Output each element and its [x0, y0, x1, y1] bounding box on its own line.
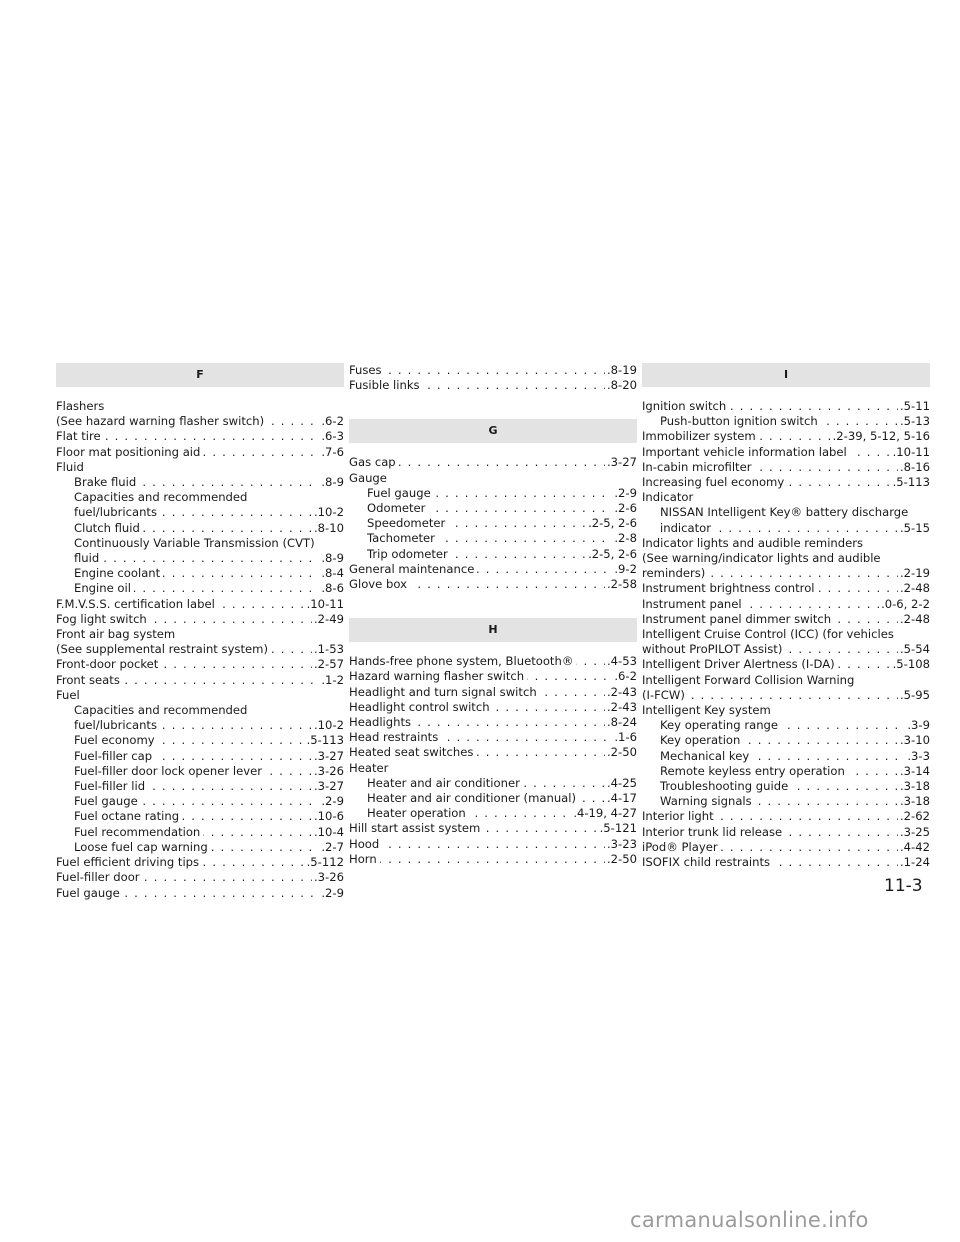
entry-page-ref: .4-25 — [607, 775, 637, 790]
entry-page-ref: .8-10 — [314, 520, 344, 535]
entry-page-ref: .3-27 — [607, 455, 637, 470]
index-entry — [56, 445, 344, 460]
index-entry — [56, 825, 344, 840]
entry-term: Tachometer — [367, 531, 438, 545]
index-entry — [642, 536, 930, 551]
entry-term: Fog light switch — [56, 612, 150, 626]
index-entry — [642, 566, 930, 581]
index-entry — [56, 642, 344, 657]
entry-page-ref: .8-16 — [900, 459, 930, 474]
section-header: H — [349, 618, 637, 642]
entry-term: Engine coolant — [74, 566, 163, 580]
entry-page-ref: .2-62 — [900, 809, 930, 824]
index-entry — [642, 460, 930, 475]
entry-page-ref: .5-54 — [900, 642, 930, 657]
entry-term: Heater and air conditioner (manual) — [367, 791, 579, 805]
index-entry — [349, 577, 637, 592]
entry-term: Trip odometer — [367, 547, 451, 561]
entry-term: Fuel gauge — [367, 486, 434, 500]
entry-term: reminders) — [642, 566, 708, 580]
entry-term: Fuel-filler door — [56, 870, 143, 884]
entry-term: Intelligent Forward Collision Warning — [642, 673, 857, 687]
entry-term: Key operation — [660, 733, 743, 747]
entry-term: Glove box — [349, 577, 410, 591]
entry-term: Instrument panel dimmer switch — [642, 612, 834, 626]
entry-term: Interior trunk lid release — [642, 825, 785, 839]
entry-page-ref: .2-8 — [614, 531, 637, 546]
entry-term: Important vehicle information label — [642, 445, 850, 459]
entry-page-ref: .6-2 — [614, 669, 637, 684]
index-entry — [349, 837, 637, 852]
entry-page-ref: .3-23 — [607, 836, 637, 851]
index-entry — [56, 809, 344, 824]
index-entry — [56, 733, 344, 748]
index-entry — [56, 855, 344, 870]
entry-term: (See supplemental restraint system) — [56, 642, 271, 656]
index-entry — [349, 455, 637, 470]
entry-page-ref: .3-10 — [900, 733, 930, 748]
entry-page-ref: .8-24 — [607, 715, 637, 730]
entry-term: Fuel octane rating — [74, 809, 182, 823]
index-entry — [56, 597, 344, 612]
entry-page-ref: .4-53 — [607, 654, 637, 669]
index-entry — [56, 475, 344, 490]
entry-page-ref: .8-4 — [321, 566, 344, 581]
entry-term: Fuel-filler lid — [74, 779, 148, 793]
entry-page-ref: .2-48 — [900, 581, 930, 596]
entry-term: Intelligent Cruise Control (ICC) (for vehicles — [642, 627, 897, 641]
section-header: G — [349, 419, 637, 443]
index-entry — [642, 612, 930, 627]
section-header: I — [642, 363, 930, 387]
index-entry — [642, 825, 930, 840]
index-entry — [56, 673, 344, 688]
entry-term: Fusible links — [349, 378, 423, 392]
entry-page-ref: .5-113 — [306, 733, 344, 748]
entry-page-ref: .4-42 — [900, 839, 930, 854]
index-entry — [642, 490, 930, 505]
index-entry — [56, 657, 344, 672]
entry-term: Fluid — [56, 460, 87, 474]
index-entry — [349, 471, 637, 486]
entry-page-ref: .8-9 — [321, 551, 344, 566]
index-entry — [349, 821, 637, 836]
entry-page-ref: .8-20 — [607, 378, 637, 393]
entry-page-ref: .3-26 — [314, 870, 344, 885]
index-column-2 — [349, 363, 637, 867]
entry-term: Horn — [349, 852, 380, 866]
entry-term: Fuel-filler cap — [74, 749, 155, 763]
entry-page-ref: .2-5, 2-6 — [588, 546, 637, 561]
entry-term: Continuously Variable Transmission (CVT) — [74, 536, 318, 550]
entry-page-ref: .3-9 — [907, 718, 930, 733]
entry-term: Loose fuel cap warning — [74, 840, 211, 854]
entry-term: iPod® Player — [642, 840, 721, 854]
index-entry — [642, 688, 930, 703]
entry-page-ref: .5-15 — [900, 520, 930, 535]
index-entry — [642, 642, 930, 657]
entry-term: ISOFIX child restraints — [642, 855, 773, 869]
entry-term: Capacities and recommended — [74, 490, 250, 504]
index-entry — [642, 597, 930, 612]
index-entry — [56, 414, 344, 429]
index-entry — [642, 764, 930, 779]
entry-term: fuel/lubricants — [74, 718, 160, 732]
index-entry — [56, 460, 344, 475]
index-entry — [642, 627, 930, 642]
entry-term: (See warning/indicator lights and audible — [642, 551, 884, 565]
index-entry — [642, 414, 930, 429]
entry-term: Immobilizer system — [642, 429, 759, 443]
index-entry — [56, 566, 344, 581]
entry-page-ref: .2-50 — [607, 745, 637, 760]
page-number: 11-3 — [884, 876, 923, 896]
entry-page-ref: .3-25 — [900, 824, 930, 839]
entry-page-ref: .7-6 — [321, 444, 344, 459]
entry-page-ref: .4-17 — [607, 791, 637, 806]
index-entry — [56, 399, 344, 414]
index-entry — [349, 685, 637, 700]
entry-page-ref: .2-43 — [607, 684, 637, 699]
entry-page-ref: .8-6 — [321, 581, 344, 596]
index-entry — [349, 806, 637, 821]
entry-page-ref: .9-2 — [614, 561, 637, 576]
index-entry — [56, 870, 344, 885]
entry-page-ref: .10-2 — [314, 718, 344, 733]
entry-term: Capacities and recommended — [74, 703, 250, 717]
entry-page-ref: .2-19 — [900, 566, 930, 581]
entry-term: Troubleshooting guide — [660, 779, 791, 793]
entry-term: Head restraints — [349, 730, 441, 744]
index-entry — [56, 840, 344, 855]
entry-page-ref: .3-27 — [314, 748, 344, 763]
index-entry — [349, 486, 637, 501]
index-entry — [56, 688, 344, 703]
entry-page-ref: .2-43 — [607, 699, 637, 714]
entry-page-ref: .10-11 — [306, 596, 344, 611]
index-entry — [642, 521, 930, 536]
entry-term: fuel/lubricants — [74, 505, 160, 519]
index-entry — [349, 531, 637, 546]
index-entry — [642, 505, 930, 520]
entry-page-ref: .2-7 — [321, 839, 344, 854]
entry-page-ref: .5-11 — [900, 399, 930, 413]
entry-page-ref: .2-6 — [614, 501, 637, 516]
index-entry — [642, 703, 930, 718]
entry-term: Headlight control switch — [349, 700, 493, 714]
index-entry — [349, 669, 637, 684]
entry-term: Heater and air conditioner — [367, 776, 523, 790]
entry-term: Interior light — [642, 809, 717, 823]
index-entry — [349, 654, 637, 669]
entry-term: Mechanical key — [660, 749, 752, 763]
entry-page-ref: .0-6, 2-2 — [881, 596, 930, 611]
entry-term: NISSAN Intelligent Key® battery discharge — [660, 505, 911, 519]
entry-term: Brake fluid — [74, 475, 139, 489]
entry-term: Hill start assist system — [349, 821, 483, 835]
entry-term: (I-FCW) — [642, 688, 688, 702]
entry-term: indicator — [660, 521, 714, 535]
index-entry — [642, 399, 930, 414]
entry-page-ref: .8-9 — [321, 475, 344, 490]
index-entry — [642, 840, 930, 855]
index-entry — [349, 776, 637, 791]
index-entry — [349, 700, 637, 715]
entry-term: Intelligent Driver Alertness (I-DA) — [642, 657, 838, 671]
index-entry — [642, 445, 930, 460]
entry-term: Gas cap — [349, 455, 399, 469]
index-entry — [56, 779, 344, 794]
entry-page-ref: .2-57 — [314, 657, 344, 672]
index-entry — [349, 761, 637, 776]
entry-term: Fuel — [56, 688, 83, 702]
entry-page-ref: .2-48 — [900, 611, 930, 626]
entry-term: Floor mat positioning aid — [56, 445, 203, 459]
entry-page-ref: .10-2 — [314, 505, 344, 520]
index-entry — [642, 779, 930, 794]
entry-term: Clutch fluid — [74, 521, 143, 535]
entry-term: In-cabin microfilter — [642, 460, 755, 474]
index-entry — [56, 505, 344, 520]
entry-page-ref: .3-18 — [900, 779, 930, 794]
index-entry — [642, 794, 930, 809]
entry-term: Intelligent Key system — [642, 703, 774, 717]
index-entry — [349, 745, 637, 760]
entry-page-ref: .3-26 — [314, 763, 344, 778]
entry-page-ref: .2-50 — [607, 851, 637, 866]
entry-term: F.M.V.S.S. certification label — [56, 597, 218, 611]
index-entry — [642, 809, 930, 824]
entry-term: Indicator — [642, 490, 696, 504]
entry-term: (See hazard warning flasher switch) — [56, 414, 267, 428]
entry-term: Fuel economy — [74, 733, 158, 747]
index-entry — [642, 733, 930, 748]
entry-term: General maintenance — [349, 562, 477, 576]
entry-term: Headlights — [349, 715, 414, 729]
entry-page-ref: .2-39, 5-12, 5-16 — [832, 429, 930, 444]
index-entry — [642, 429, 930, 444]
index-entry — [642, 855, 930, 870]
entry-term: Flashers — [56, 399, 107, 413]
entry-page-ref: .10-4 — [314, 824, 344, 839]
entry-page-ref: .1-6 — [614, 730, 637, 745]
index-entry — [56, 886, 344, 901]
index-entry — [56, 749, 344, 764]
entry-page-ref: .3-3 — [907, 748, 930, 763]
index-entry — [642, 551, 930, 566]
index-entry — [56, 718, 344, 733]
index-entry — [56, 551, 344, 566]
entry-term: Headlight and turn signal switch — [349, 685, 540, 699]
index-column-1 — [56, 363, 344, 901]
index-entry — [349, 791, 637, 806]
entry-term: Hood — [349, 837, 382, 851]
index-entry — [349, 852, 637, 867]
entry-page-ref: .5-113 — [892, 475, 930, 490]
index-entry — [349, 378, 637, 393]
entry-page-ref: .1-53 — [314, 642, 344, 657]
index-entry — [56, 490, 344, 505]
entry-page-ref: .3-18 — [900, 794, 930, 809]
entry-page-ref: .2-49 — [314, 611, 344, 626]
entry-term: Fuel-filler door lock opener lever — [74, 764, 265, 778]
index-entry — [642, 657, 930, 672]
entry-term: Indicator lights and audible reminders — [642, 536, 866, 550]
entry-term: Key operating range — [660, 718, 781, 732]
entry-page-ref: .2-5, 2-6 — [588, 516, 637, 531]
index-entry — [349, 715, 637, 730]
index-entry — [642, 718, 930, 733]
entry-term: Push-button ignition switch — [660, 414, 821, 428]
entry-page-ref: .2-9 — [321, 885, 344, 900]
entry-term: Instrument brightness control — [642, 581, 818, 595]
entry-term: Fuses — [349, 363, 385, 377]
entry-term: Front seats — [56, 673, 123, 687]
index-entry — [56, 703, 344, 718]
index-entry — [349, 516, 637, 531]
index-entry — [56, 764, 344, 779]
entry-page-ref: .1-24 — [900, 855, 930, 870]
index-column-3 — [642, 363, 930, 870]
entry-page-ref: .10-11 — [892, 444, 930, 459]
entry-term: Odometer — [367, 501, 428, 515]
index-entry — [56, 581, 344, 596]
entry-term: Heater — [349, 761, 391, 775]
entry-page-ref: .3-27 — [314, 779, 344, 794]
index-entry — [56, 794, 344, 809]
entry-term: Warning signals — [660, 794, 755, 808]
entry-page-ref: .8-19 — [607, 363, 637, 377]
index-entry — [642, 673, 930, 688]
entry-page-ref: .2-9 — [614, 485, 637, 500]
index-entry — [56, 429, 344, 444]
entry-term: Gauge — [349, 471, 390, 485]
entry-page-ref: .5-13 — [900, 414, 930, 429]
index-entry — [349, 730, 637, 745]
entry-term: Fuel gauge — [56, 886, 123, 900]
entry-page-ref: .5-108 — [892, 657, 930, 672]
entry-term: Remote keyless entry operation — [660, 764, 848, 778]
entry-term: Front-door pocket — [56, 657, 161, 671]
index-entry — [349, 501, 637, 516]
entry-term: Heater operation — [367, 806, 469, 820]
entry-page-ref: .5-121 — [599, 821, 637, 836]
index-entry — [349, 547, 637, 562]
index-entry — [642, 581, 930, 596]
entry-term: Flat tire — [56, 429, 104, 443]
index-entry — [56, 612, 344, 627]
index-entry — [56, 521, 344, 536]
watermark-url: carmanualsonline.info — [630, 1208, 869, 1232]
entry-term: Hazard warning flasher switch — [349, 669, 527, 683]
entry-page-ref: .6-3 — [321, 429, 344, 444]
entry-page-ref: .1-2 — [321, 672, 344, 687]
entry-page-ref: .6-2 — [321, 414, 344, 429]
entry-term: Heated seat switches — [349, 745, 476, 759]
index-entry — [349, 363, 637, 378]
entry-page-ref: .10-6 — [314, 809, 344, 824]
entry-page-ref: .5-112 — [306, 855, 344, 870]
entry-term: Increasing fuel economy — [642, 475, 787, 489]
entry-term: Front air bag system — [56, 627, 178, 641]
section-header: F — [56, 363, 344, 387]
index-entry — [642, 749, 930, 764]
entry-term: Fuel efficient driving tips — [56, 855, 202, 869]
entry-term: Fuel gauge — [74, 794, 141, 808]
entry-page-ref: .4-19, 4-27 — [573, 806, 637, 821]
index-entry — [56, 627, 344, 642]
entry-page-ref: .3-14 — [900, 763, 930, 778]
entry-page-ref: .2-9 — [321, 794, 344, 809]
index-entry — [56, 536, 344, 551]
entry-term: Ignition switch — [642, 399, 729, 413]
entry-term: Speedometer — [367, 516, 448, 530]
entry-term: Instrument panel — [642, 597, 745, 611]
entry-page-ref: .2-58 — [607, 577, 637, 592]
entry-term: Engine oil — [74, 581, 134, 595]
entry-term: fluid — [74, 551, 102, 565]
index-entry — [349, 562, 637, 577]
entry-term: Hands-free phone system, Bluetooth® — [349, 654, 576, 668]
index-entry — [642, 475, 930, 490]
entry-term: without ProPILOT Assist) — [642, 642, 785, 656]
entry-term: Fuel recommendation — [74, 825, 203, 839]
entry-page-ref: .5-95 — [900, 687, 930, 702]
